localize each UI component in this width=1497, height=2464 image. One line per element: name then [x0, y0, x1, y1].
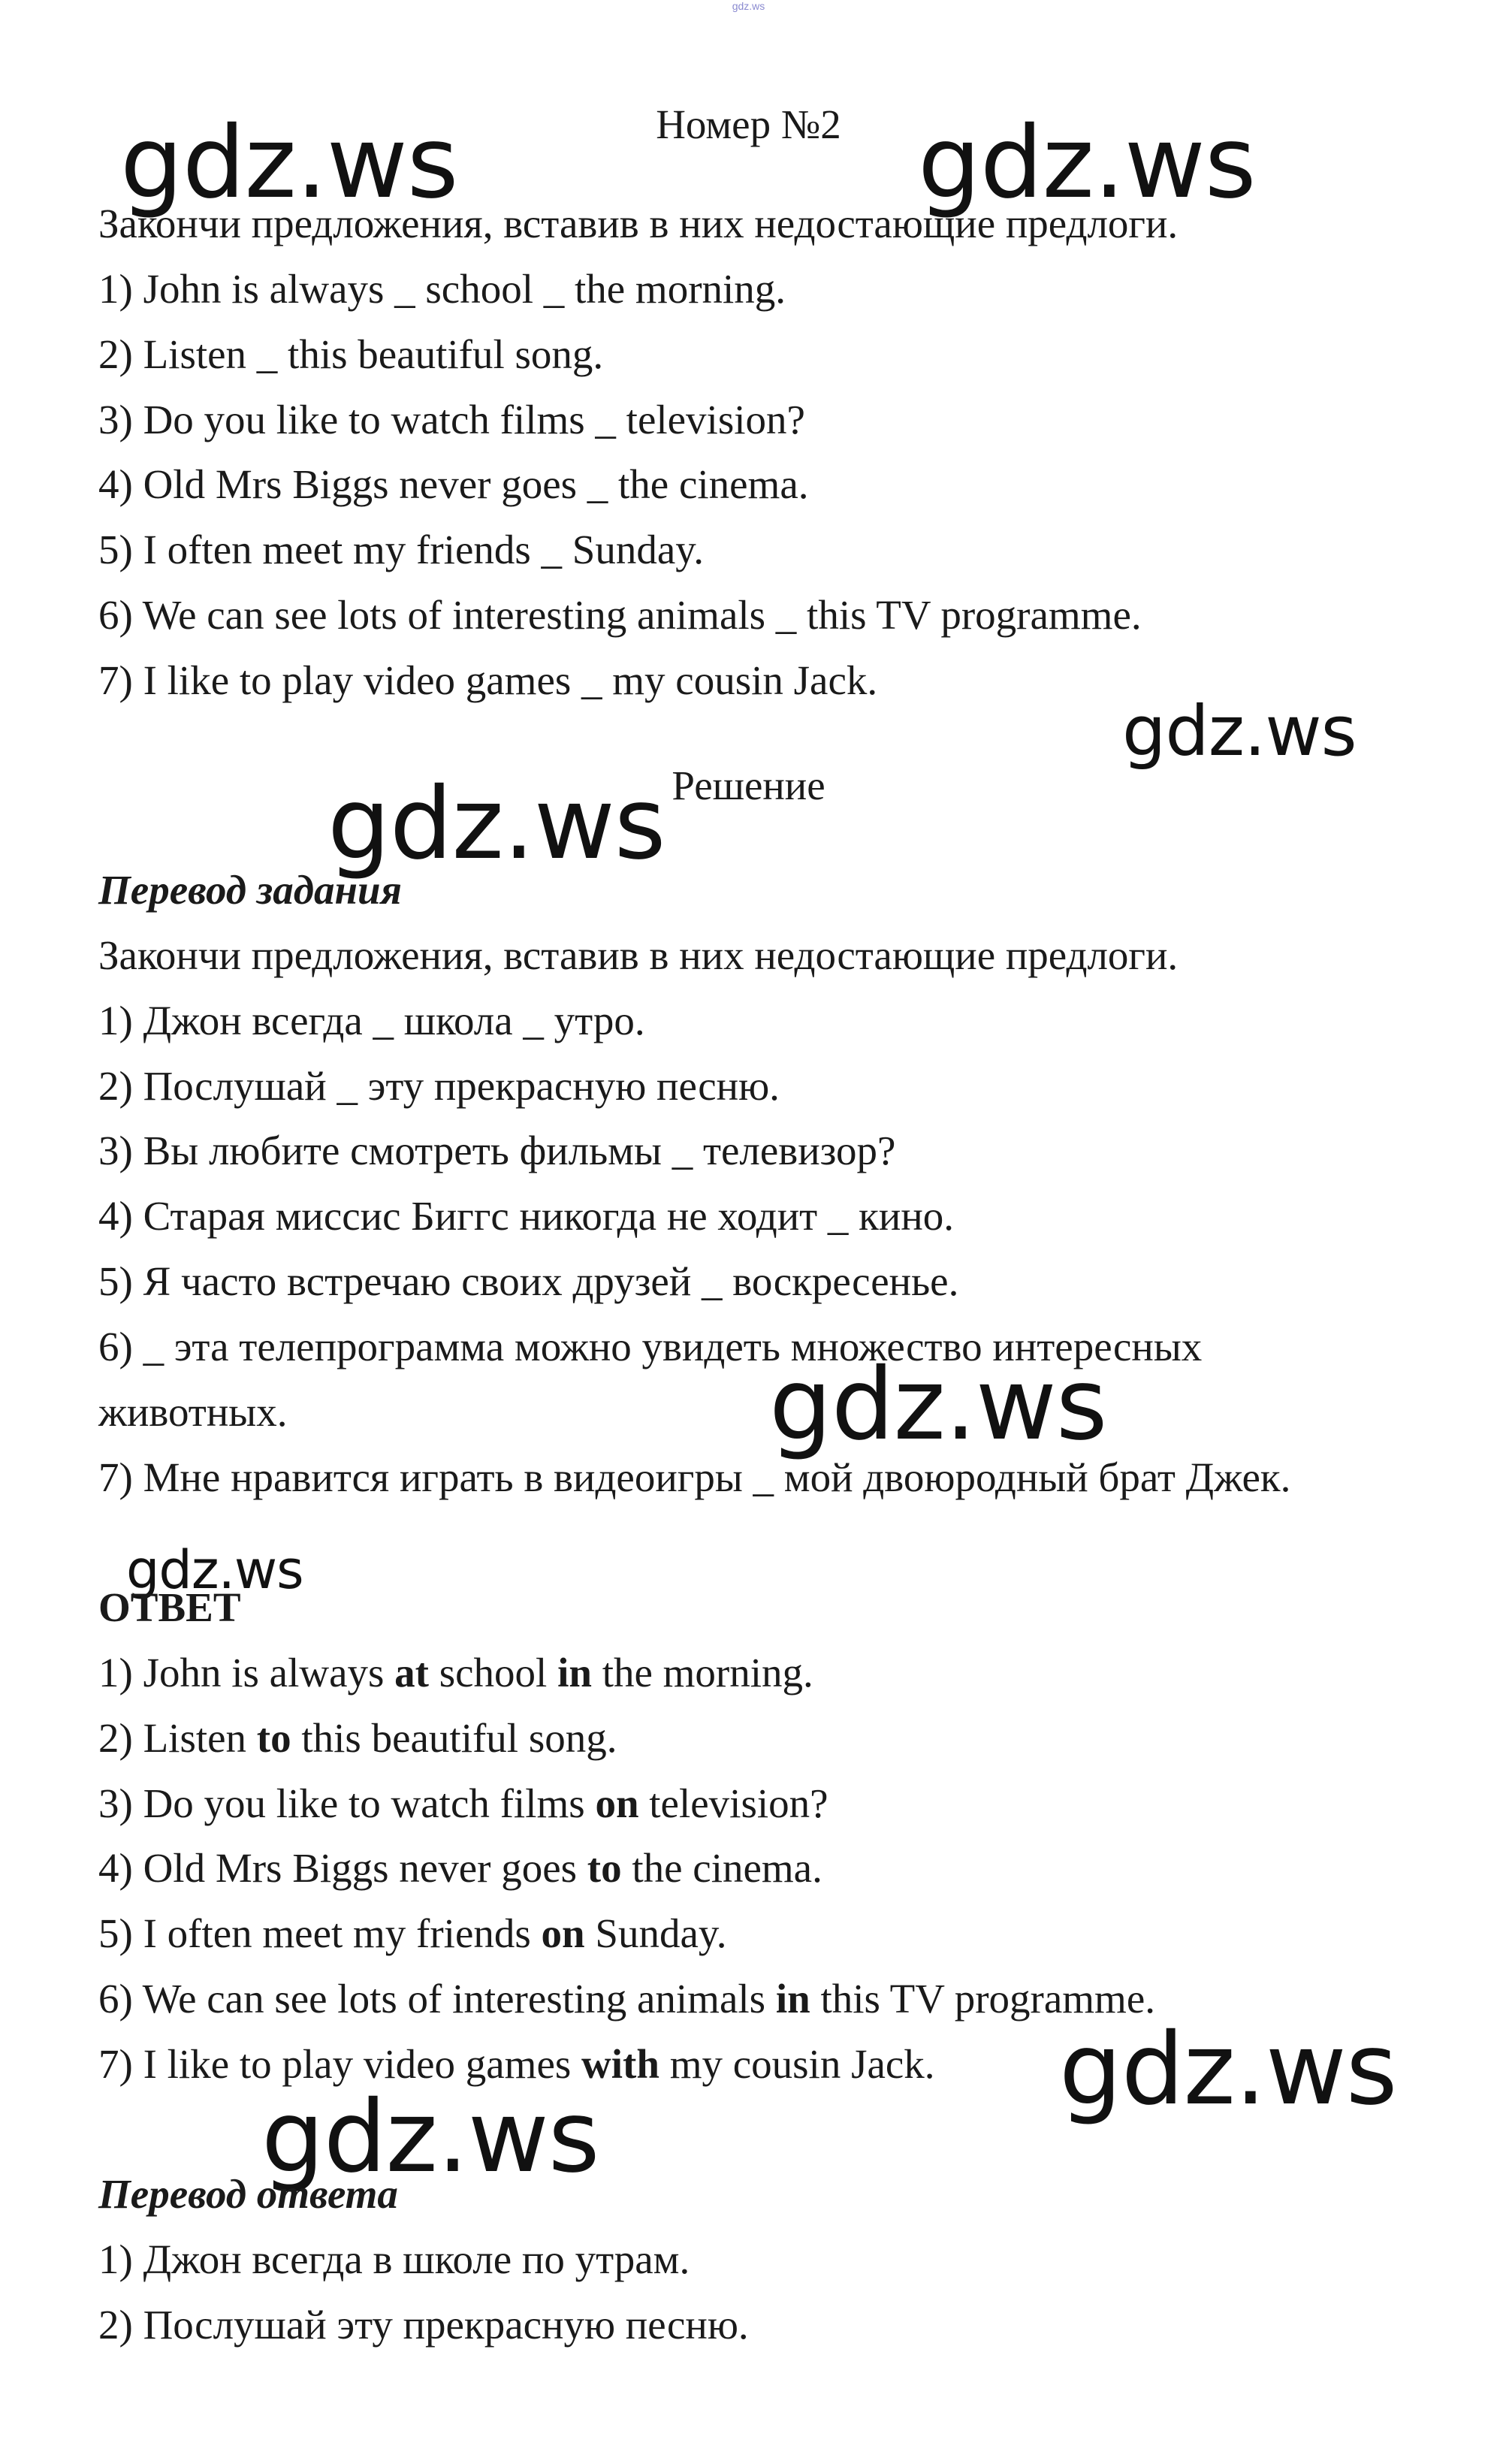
watermark: gdz.ws [126, 1539, 303, 1601]
answer-preposition: with [581, 2041, 659, 2087]
answer-preposition: at [394, 1650, 429, 1696]
translation-item: 1) Джон всегда _ школа _ утро. [98, 998, 645, 1043]
answer-preposition: in [557, 1650, 592, 1696]
answer-text: the morning. [591, 1650, 813, 1696]
answer-preposition: on [541, 1910, 585, 1956]
answer-preposition: to [256, 1715, 291, 1761]
watermark: gdz.ws [918, 105, 1256, 221]
task-item: 4) Old Mrs Biggs never goes _ the cinema. [98, 461, 809, 507]
answer-text: the cinema. [621, 1845, 822, 1891]
task-item: 1) John is always _ school _ the morning. [98, 266, 786, 312]
answer-heading: ОТВЕТ [98, 1584, 241, 1630]
answer-translation-heading: Перевод ответа [98, 2171, 398, 2217]
answer-text: Sunday. [584, 1910, 727, 1956]
watermark: gdz.ws [261, 2079, 599, 2195]
translation-item: 5) Я часто встречаю своих друзей _ воскресенье. [98, 1258, 959, 1304]
page-title: Номер №2 [656, 101, 841, 147]
task-instruction: Закончи предложения, вставив в них недостающие предлоги. [98, 201, 1179, 246]
translation-item: животных. [98, 1389, 288, 1435]
translation-instruction: Закончи предложения, вставив в них недостающие предлоги. [98, 932, 1179, 978]
task-item: 5) I often meet my friends _ Sunday. [98, 527, 704, 572]
translation-item: 6) _ эта телепрограмма можно увидеть множество интересных [98, 1324, 1203, 1369]
answer-text: 4) Old Mrs Biggs never goes [98, 1845, 587, 1891]
task-item: 2) Listen _ this beautiful song. [98, 331, 604, 377]
answer-text: my cousin Jack. [659, 2041, 935, 2087]
task-item: 3) Do you like to watch films _ television? [98, 397, 805, 442]
answer-text: 6) We can see lots of interesting animals [98, 1976, 776, 2022]
answer-item [98, 1974, 1155, 2024]
answer-text: 7) I like to play video games [98, 2041, 582, 2087]
answer-preposition: on [595, 1780, 639, 1826]
answer-translation-item: 1) Джон всегда в школе по утрам. [98, 2236, 690, 2282]
answer-translation-item: 2) Послушай эту прекрасную песню. [98, 2302, 749, 2348]
answer-item [98, 1779, 828, 1828]
answer-item [98, 1909, 727, 1958]
watermark: gdz.ws [769, 1347, 1107, 1463]
answer-text: school [428, 1650, 558, 1696]
answer-preposition: to [587, 1845, 622, 1891]
watermark: gdz.ws [120, 105, 458, 221]
answer-text: this beautiful song. [291, 1715, 617, 1761]
watermark: gdz.ws [327, 766, 666, 882]
answer-text: 2) Listen [98, 1715, 257, 1761]
solution-title: Решение [672, 762, 825, 808]
answer-text: 1) John is always [98, 1650, 395, 1696]
translation-item: 3) Вы любите смотреть фильмы _ телевизор? [98, 1128, 896, 1173]
answer-text: 3) Do you like to watch films [98, 1780, 596, 1826]
answer-text: 5) I often meet my friends [98, 1910, 542, 1956]
answer-item [98, 1714, 617, 1763]
watermark: gdz.ws [1059, 2012, 1397, 2127]
task-item: 6) We can see lots of interesting animals _ this TV programme. [98, 592, 1142, 638]
answer-item [98, 2040, 935, 2089]
watermark: gdz.ws [1122, 691, 1357, 772]
answer-item [98, 1648, 813, 1698]
top-watermark: gdz.ws [732, 0, 765, 12]
translation-item: 4) Старая миссис Биггс никогда не ходит _ кино. [98, 1193, 955, 1239]
translation-item: 7) Мне нравится играть в видеоигры _ мой двоюродный брат Джек. [98, 1454, 1291, 1500]
answer-text: television? [638, 1780, 828, 1826]
answer-item [98, 1843, 822, 1893]
task-item: 7) I like to play video games _ my cousin Jack. [98, 657, 878, 703]
translation-item: 2) Послушай _ эту прекрасную песню. [98, 1063, 780, 1109]
translation-heading: Перевод задания [98, 867, 402, 913]
answer-text: this TV programme. [810, 1976, 1155, 2022]
answer-preposition: in [775, 1976, 810, 2022]
